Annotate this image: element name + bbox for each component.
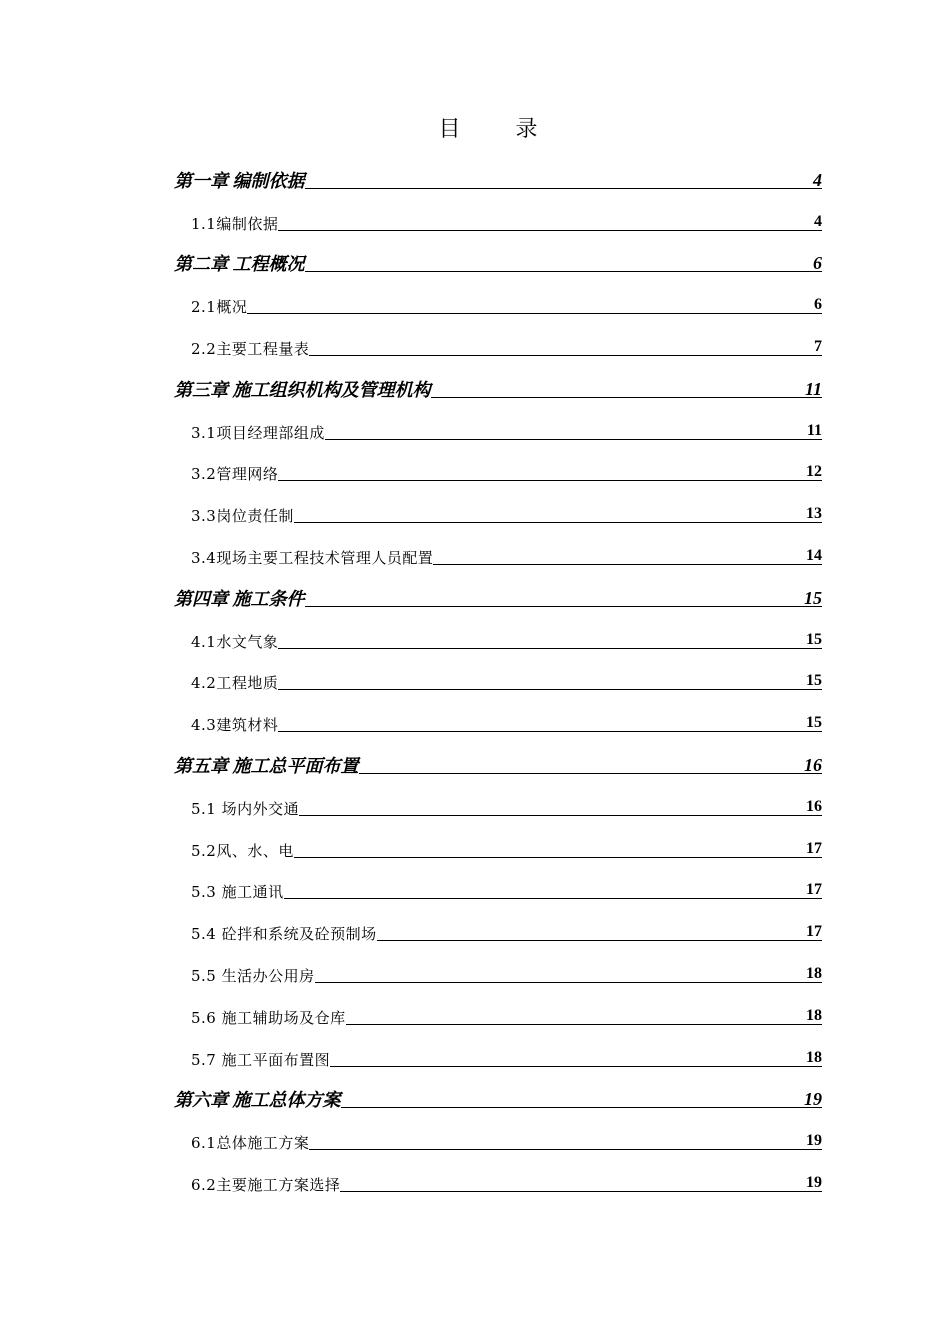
toc-entry-row (191, 339, 822, 358)
toc-section-entry[interactable] (0, 533, 950, 575)
toc-leader-line (359, 773, 805, 774)
toc-section-entry[interactable] (0, 324, 950, 366)
toc-entry-label: 5.7 施工平面布置图 (191, 1050, 331, 1069)
toc-page-number: 16 (806, 797, 822, 815)
toc-leader-line (278, 731, 806, 732)
toc-chapter-entry[interactable] (0, 241, 950, 283)
toc-section-entry[interactable] (0, 700, 950, 742)
toc-page-number: 11 (804, 378, 822, 399)
toc-section-entry[interactable] (0, 1118, 950, 1160)
toc-section-entry[interactable] (0, 1035, 950, 1077)
toc-entry-row (174, 380, 822, 400)
toc-page-number: 15 (806, 630, 822, 648)
toc-entry-row (191, 1050, 822, 1069)
toc-entry-label: 第三章 施工组织机构及管理机构 (174, 379, 431, 400)
toc-entry-label: 3.3岗位责任制 (191, 507, 294, 526)
toc-entry-label: 4.1水文气象 (191, 632, 279, 651)
toc-entry-label: 3.2管理网络 (191, 465, 279, 484)
toc-entry-label: 4.2工程地质 (191, 674, 279, 693)
toc-leader-line (309, 1149, 806, 1150)
toc-entry-row (191, 799, 822, 818)
toc-leader-line (278, 480, 806, 481)
toc-page-number: 4 (814, 212, 822, 230)
toc-page-number: 6 (814, 296, 822, 314)
toc-entry-row (191, 715, 822, 734)
toc-leader-line (330, 1066, 806, 1067)
toc-page-number: 12 (806, 463, 822, 481)
toc-page-number: 6 (813, 253, 822, 274)
toc-section-entry[interactable] (0, 199, 950, 241)
toc-leader-line (294, 857, 806, 858)
toc-page-number: 18 (806, 964, 822, 982)
toc-entry-row (191, 214, 822, 233)
toc-entry-row (191, 924, 822, 943)
toc-entry-row (174, 589, 822, 609)
toc-entry-row (174, 756, 822, 776)
toc-leader-line (284, 898, 806, 899)
toc-leader-line (294, 522, 806, 523)
toc-chapter-entry[interactable] (0, 157, 950, 199)
toc-entry-row (191, 297, 822, 316)
toc-section-entry[interactable] (0, 659, 950, 701)
toc-entry-label: 6.1总体施工方案 (191, 1134, 310, 1153)
toc-page-number: 17 (806, 881, 822, 899)
toc-page-number: 17 (806, 839, 822, 857)
toc-entry-label: 3.4现场主要工程技术管理人员配置 (191, 548, 434, 567)
toc-entry-row (174, 171, 822, 191)
toc-page-number: 16 (804, 754, 822, 775)
toc-entry-label: 第四章 施工条件 (174, 588, 305, 609)
toc-section-entry[interactable] (0, 909, 950, 951)
toc-entry-label: 5.6 施工辅助场及仓库 (191, 1008, 346, 1027)
toc-entry-label: 1.1编制依据 (191, 214, 279, 233)
toc-entry-row (191, 673, 822, 692)
toc-entry-row (191, 423, 822, 442)
toc-leader-line (325, 439, 807, 440)
toc-section-entry[interactable] (0, 617, 950, 659)
toc-entry-label: 3.1项目经理部组成 (191, 423, 325, 442)
toc-section-entry[interactable] (0, 282, 950, 324)
toc-entry-row (174, 254, 822, 274)
toc-leader-line (305, 606, 805, 607)
toc-section-entry[interactable] (0, 826, 950, 868)
table-of-contents (0, 157, 950, 1202)
toc-leader-line (305, 188, 814, 189)
toc-entry-row (191, 464, 822, 483)
toc-page-number: 15 (806, 672, 822, 690)
toc-entry-row (191, 506, 822, 525)
toc-entry-label: 5.4 砼拌和系统及砼预制场 (191, 925, 377, 944)
toc-entry-label: 第五章 施工总平面布置 (174, 755, 359, 776)
toc-entry-row (191, 841, 822, 860)
toc-entry-label: 第二章 工程概况 (174, 254, 305, 275)
toc-entry-label: 5.3 施工通讯 (191, 883, 284, 902)
toc-entry-label: 2.1概况 (191, 298, 248, 317)
toc-chapter-entry[interactable] (0, 742, 950, 784)
toc-entry-row (174, 1090, 822, 1110)
toc-entry-label: 5.5 生活办公用房 (191, 966, 315, 985)
toc-section-entry[interactable] (0, 993, 950, 1035)
toc-leader-line (433, 564, 806, 565)
toc-entry-row (191, 548, 822, 567)
toc-section-entry[interactable] (0, 784, 950, 826)
toc-leader-line (299, 815, 806, 816)
toc-page-number: 19 (804, 1089, 822, 1110)
toc-entry-label: 4.3建筑材料 (191, 716, 279, 735)
toc-entry-label: 第六章 施工总体方案 (174, 1090, 341, 1111)
toc-page-number: 18 (806, 1006, 822, 1024)
toc-page-number: 18 (806, 1048, 822, 1066)
toc-leader-line (247, 313, 814, 314)
toc-page-number: 11 (806, 421, 822, 439)
toc-page-number: 15 (806, 714, 822, 732)
toc-section-entry[interactable] (0, 408, 950, 450)
toc-leader-line (431, 397, 805, 398)
toc-title: 目 录 (438, 117, 562, 142)
toc-leader-line (278, 648, 806, 649)
toc-entry-row (191, 966, 822, 985)
toc-leader-line (346, 1024, 806, 1025)
toc-page-number: 19 (806, 1132, 822, 1150)
toc-leader-line (377, 940, 806, 941)
toc-leader-line (309, 355, 814, 356)
toc-leader-line (341, 1107, 805, 1108)
toc-entry-row (191, 882, 822, 901)
toc-leader-line (278, 689, 806, 690)
toc-section-entry[interactable] (0, 1160, 950, 1202)
toc-page-number: 7 (814, 337, 822, 355)
toc-page-number: 14 (806, 546, 822, 564)
toc-entry-label: 第一章 编制依据 (174, 170, 305, 191)
toc-section-entry[interactable] (0, 450, 950, 492)
toc-page-number: 19 (806, 1173, 822, 1191)
toc-entry-row (191, 632, 822, 651)
toc-chapter-entry[interactable] (0, 575, 950, 617)
toc-leader-line (278, 230, 814, 231)
toc-entry-label: 5.1 场内外交通 (191, 799, 300, 818)
toc-entry-row (191, 1175, 822, 1194)
toc-leader-line (305, 271, 814, 272)
toc-page-number: 15 (804, 587, 822, 608)
toc-section-entry[interactable] (0, 491, 950, 533)
toc-section-entry[interactable] (0, 868, 950, 910)
toc-entry-row (191, 1008, 822, 1027)
toc-leader-line (340, 1191, 806, 1192)
toc-chapter-entry[interactable] (0, 366, 950, 408)
toc-entry-label: 2.2主要工程量表 (191, 339, 310, 358)
toc-entry-label: 6.2主要施工方案选择 (191, 1175, 341, 1194)
toc-leader-line (315, 982, 806, 983)
toc-chapter-entry[interactable] (0, 1077, 950, 1119)
toc-page-number: 13 (806, 505, 822, 523)
toc-entry-row (191, 1133, 822, 1152)
toc-entry-label: 5.2风、水、电 (191, 841, 294, 860)
toc-page-number: 17 (806, 923, 822, 941)
toc-page-number: 4 (813, 169, 822, 190)
toc-section-entry[interactable] (0, 951, 950, 993)
